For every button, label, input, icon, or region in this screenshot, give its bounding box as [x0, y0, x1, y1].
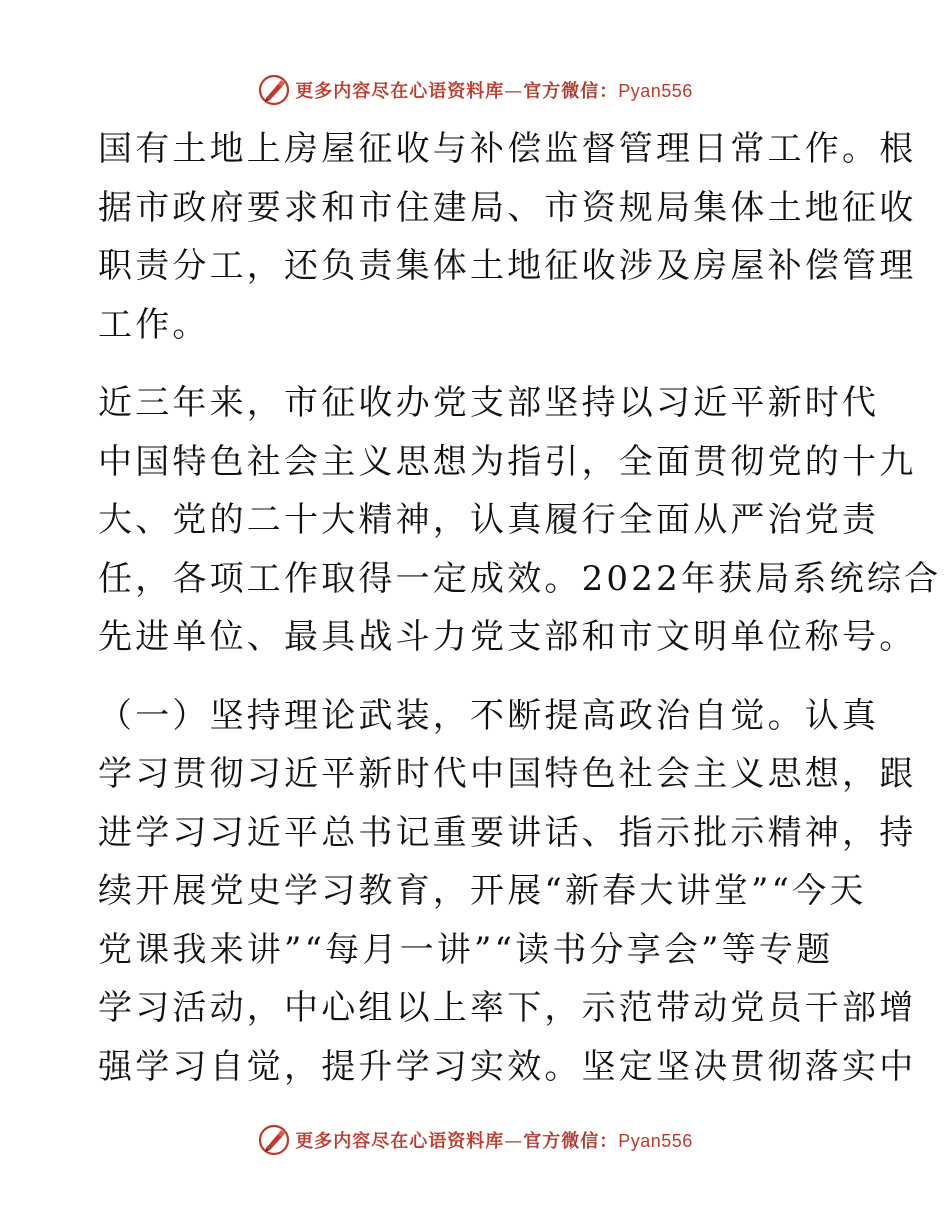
- paragraph-line: 中国特色社会主义思想为指引，全面贯彻党的十九: [98, 441, 917, 482]
- footer-separator: —: [504, 1131, 524, 1152]
- header-separator: —: [504, 81, 524, 102]
- paragraph-line: 职责分工，还负责集体土地征收涉及房屋补偿管理: [98, 246, 917, 286]
- paragraph-line: （一）坚持理论武装，不断提高政治自觉。认真: [98, 695, 880, 736]
- paragraph-line: 近三年来，市征收办党支部坚持以习近平新时代: [98, 383, 880, 423]
- paragraph-line: 任，各项工作取得一定成效。2022年获局系统综合: [98, 558, 942, 599]
- header-wechat-id: Pyan556: [618, 81, 693, 101]
- paragraph-3: [98, 687, 917, 1097]
- header-banner: [0, 70, 950, 110]
- footer-site-text: 更多内容尽在心语资料库: [295, 1131, 505, 1152]
- document-body: [98, 120, 942, 1096]
- paragraph-line: 大、党的二十大精神，认真履行全面从严治党责: [98, 500, 880, 540]
- pen-logo-icon: [257, 73, 291, 107]
- paragraph-2: [98, 374, 942, 667]
- paragraph-line: 强学习自觉，提升学习实效。坚定坚决贯彻落实中: [98, 1046, 917, 1087]
- paragraph-line: 工作。: [98, 304, 210, 345]
- paragraph-line: 国有土地上房屋征收与补偿监督管理日常工作。根: [98, 129, 917, 169]
- paragraph-line: 续开展党史学习教育，开展“新春大讲堂”“今天: [98, 871, 867, 911]
- footer-text: [295, 1127, 693, 1153]
- footer-wechat-label: 官方微信：: [523, 1131, 619, 1152]
- footer-banner: [0, 1120, 950, 1160]
- paragraph-line: 党课我来讲”“每月一讲”“读书分享会”等专题: [98, 929, 834, 970]
- paragraph-line: 先进单位、最具战斗力党支部和市文明单位称号。: [98, 617, 917, 657]
- header-site-text: 更多内容尽在心语资料库: [295, 81, 505, 102]
- pen-logo-icon: [257, 1123, 291, 1157]
- paragraph-line: 据市政府要求和市住建局、市资规局集体土地征收: [98, 187, 917, 228]
- paragraph-1: [98, 120, 917, 354]
- header-text: [295, 77, 693, 103]
- paragraph-line: 学习活动，中心组以上率下，示范带动党员干部增: [98, 988, 917, 1028]
- header-wechat-label: 官方微信：: [523, 81, 619, 102]
- footer-wechat-id: Pyan556: [618, 1131, 693, 1151]
- paragraph-line: 学习贯彻习近平新时代中国特色社会主义思想，跟: [98, 754, 917, 794]
- paragraph-line: 进学习习近平总书记重要讲话、指示批示精神，持: [98, 812, 917, 853]
